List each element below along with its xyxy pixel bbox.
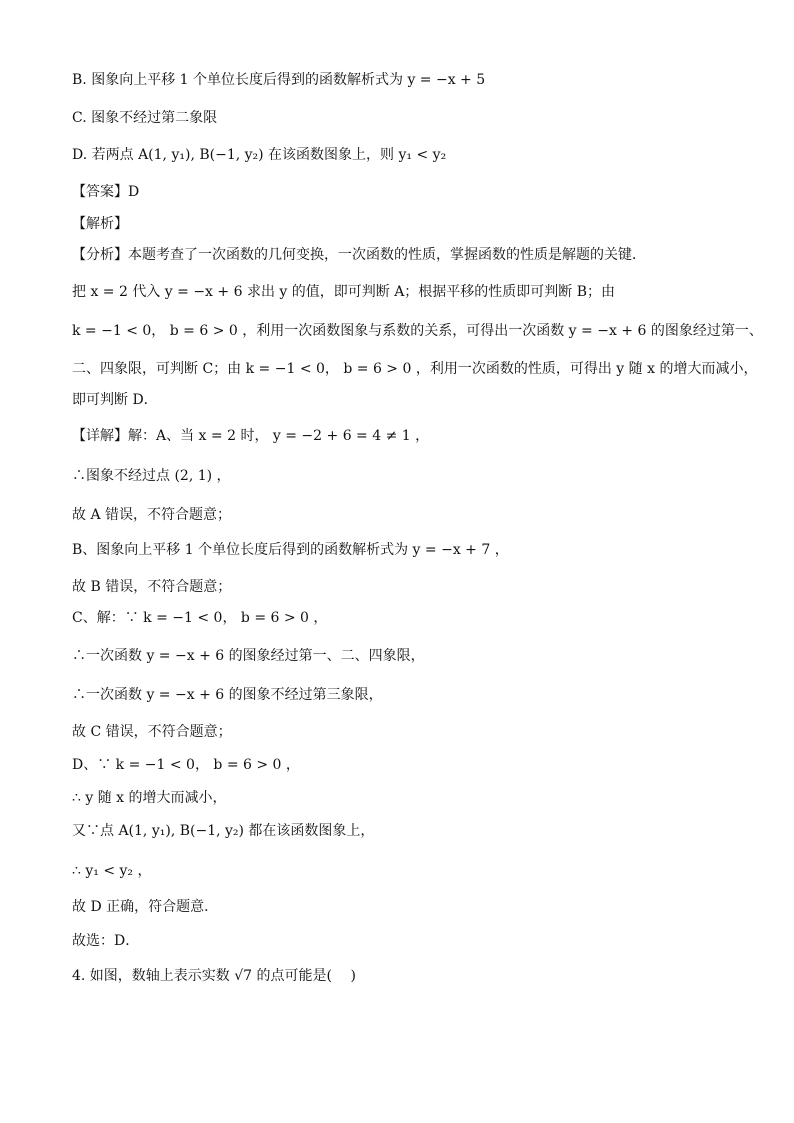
analysis-line-4: 即可判断 D． (72, 392, 158, 408)
analysis-line-1: 把 x = 2 代入 y = −x + 6 求出 y 的值，即可判断 A；根据平移的性质即可判断 B；由 (72, 284, 616, 300)
detail-line-b2: 故 B 错误，不符合题意； (72, 579, 232, 595)
detail-line-d2: ∴ y 随 x 的增大而减小， (72, 790, 227, 806)
detail-line-d5: 故 D 正确，符合题意． (72, 899, 219, 915)
analysis-summary: 【分析】本题考查了一次函数的几何变换，一次函数的性质，掌握函数的性质是解题的关键． (72, 247, 646, 263)
analysis-line-2: k = −1 < 0， b = 6 > 0 ，利用一次函数图象与系数的关系，可得出一次函数 y = −x + 6 的图象经过第一、 (72, 323, 763, 339)
option-b-line: B. 图象向上平移 1 个单位长度后得到的函数解析式为 y = −x + 5 (72, 72, 486, 88)
detail-line-d3: 又∵点 A(1, y₁), B(−1, y₂) 都在该函数图象上， (72, 823, 375, 839)
detail-line-d4: ∴ y₁ < y₂ ， (72, 863, 152, 879)
detail-line-b: B、图象向上平移 1 个单位长度后得到的函数解析式为 y = −x + 7 ， (72, 542, 509, 558)
detail-line-d: D、∵ k = −1 < 0， b = 6 > 0 ， (72, 757, 300, 773)
detail-line-c4: 故 C 错误，不符合题意； (72, 724, 232, 740)
question-4-line: 4. 如图，数轴上表示实数 √7 的点可能是( ) (72, 968, 356, 984)
detail-line-a2: ∴图象不经过点 (2, 1) ， (72, 468, 231, 484)
detail-line-a3: 故 A 错误，不符合题意； (72, 507, 232, 523)
answer-line: 【答案】D (72, 184, 140, 200)
detail-line-c2: ∴一次函数 y = −x + 6 的图象经过第一、二、四象限， (72, 648, 425, 664)
option-c-line: C. 图象不经过第二象限 (72, 110, 218, 126)
detail-line-a: 【详解】解：A、当 x = 2 时， y = −2 + 6 = 4 ≠ 1 ， (72, 428, 430, 444)
option-d-line: D. 若两点 A(1, y₁), B(−1, y₂) 在该函数图象上，则 y₁ < y₂ (72, 147, 447, 163)
analysis-heading: 【解析】 (72, 216, 128, 232)
conclusion-line: 故选：D． (72, 933, 140, 949)
detail-line-c: C、解：∵ k = −1 < 0， b = 6 > 0 ， (72, 610, 328, 626)
detail-line-c3: ∴一次函数 y = −x + 6 的图象不经过第三象限， (72, 687, 383, 703)
analysis-line-3: 二、四象限，可判断 C；由 k = −1 < 0， b = 6 > 0 ，利用一次函数的性质，可得出 y 随 x 的增大而减小， (72, 361, 758, 377)
